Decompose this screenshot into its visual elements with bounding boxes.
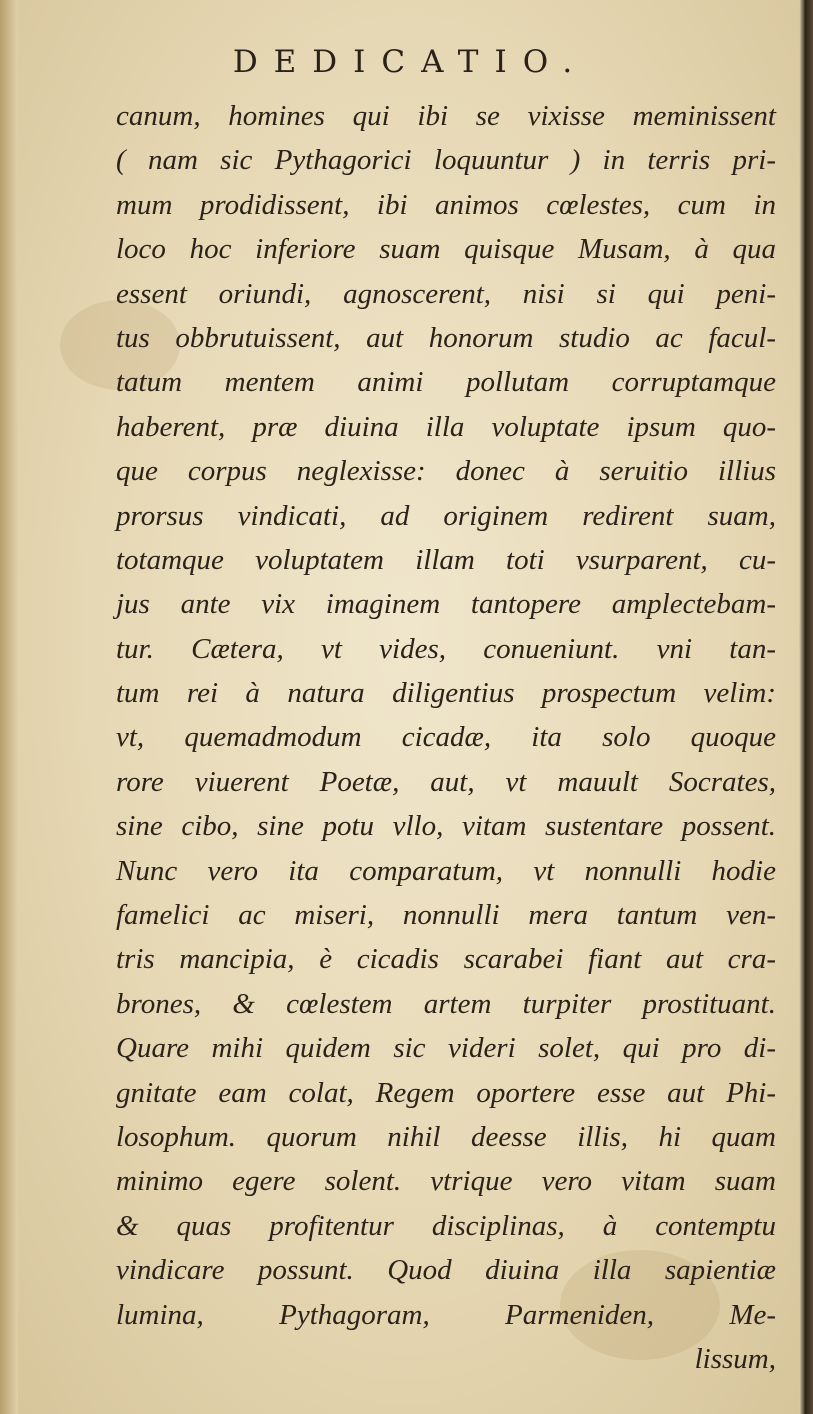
text-line: totamque voluptatem illam toti vsurparent, cu- [116,543,776,576]
text-line: Quare mihi quidem sic videri solet, qui pro di- [116,1032,776,1065]
text-line: que corpus neglexisse: donec à seruitio illius [116,455,776,488]
text-line: ( nam sic Pythagorici loquuntur ) in terris pri- [116,144,776,177]
text-line: vindicare possunt. Quod diuina illa sapientiæ [116,1254,776,1287]
text-line: prorsus vindicati, ad originem redirent suam, [116,499,776,532]
text-line: sine cibo, sine potu vllo, vitam sustentare possent. [116,810,776,843]
text-line: rore viuerent Poetæ, aut, vt mauult Socrates, [116,765,776,798]
text-line: haberent, præ diuina illa voluptate ipsum quo- [116,410,776,443]
body-text [116,94,776,1381]
text-line: tris mancipia, è cicadis scarabei fiant aut cra- [116,943,776,976]
text-line: Nunc vero ita comparatum, vt nonnulli hodie [116,854,776,887]
text-line: tum rei à natura diligentius prospectum velim: [116,677,776,710]
running-head: DEDICATIO. [232,44,589,80]
text-line: tatum mentem animi pollutam corruptamque [116,366,776,399]
text-line: essent oriundi, agnoscerent, nisi si qui peni- [116,277,776,310]
binding-gutter [0,0,18,1414]
text-line: tur. Cætera, vt vides, conueniunt. vni tan- [116,632,776,665]
text-line: famelici ac miseri, nonnulli mera tantum ven- [116,899,776,932]
text-line: minimo egere solent. vtrique vero vitam suam [116,1165,776,1198]
page-edge [799,0,813,1414]
text-line: lumina, Pythagoram, Parmeniden, Me- [116,1298,776,1331]
text-line: brones, & cœlestem artem turpiter prostituant. [116,987,776,1020]
text-line: mum prodidissent, ibi animos cœlestes, cum in [116,188,776,221]
text-line: loco hoc inferiore suam quisque Musam, à qua [116,233,776,266]
text-line: gnitate eam colat, Regem oportere esse aut Phi- [116,1076,776,1109]
text-line: vt, quemadmodum cicadæ, ita solo quoque [116,721,776,754]
catchword: lissum, [694,1342,776,1375]
text-line: losophum. quorum nihil deesse illis, hi quam [116,1120,776,1153]
text-line: & quas profitentur disciplinas, à contemptu [116,1209,776,1242]
text-line: jus ante vix imaginem tantopere amplectebam- [116,588,776,621]
text-line: canum, homines qui ibi se vixisse meminissent [116,100,776,132]
text-line: tus obbrutuissent, aut honorum studio ac facul- [116,321,776,354]
